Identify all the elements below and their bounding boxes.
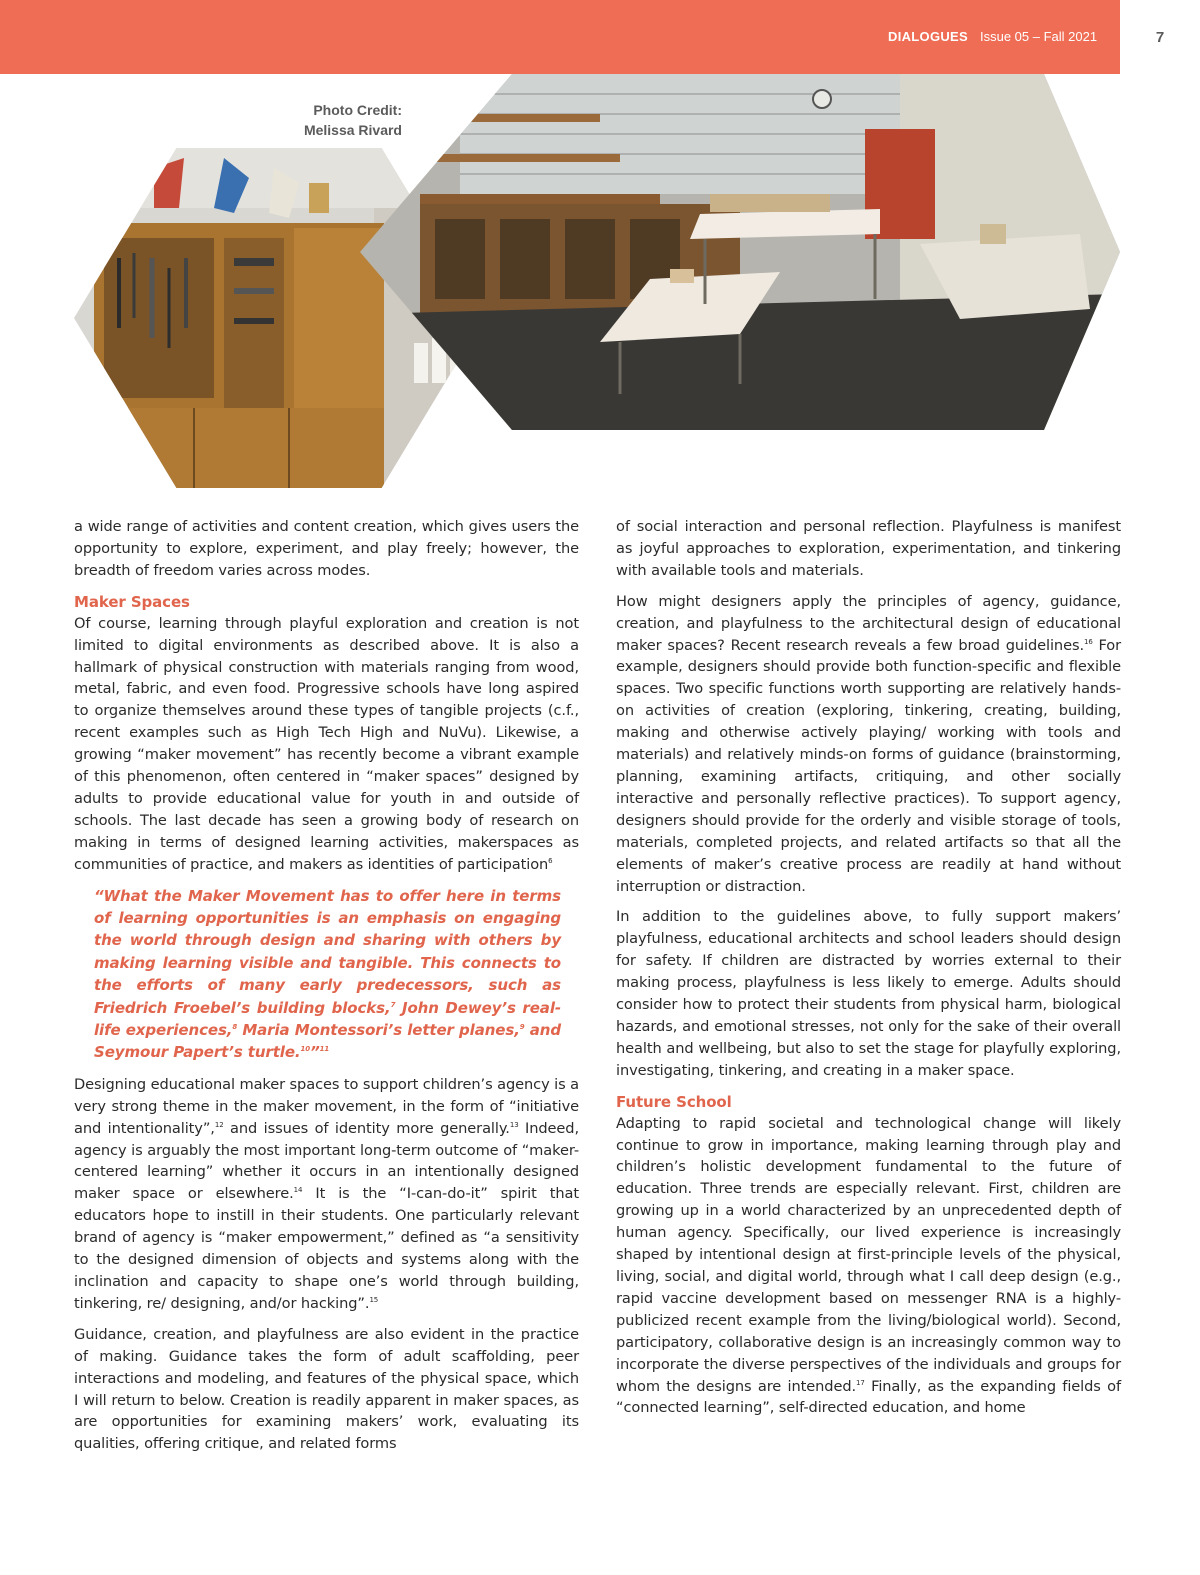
left-column xyxy=(74,516,579,1464)
maker-spaces-paragraph-3: Guidance, creation, and playfulness are also evident in the practice of making. Guidance takes the form of adult scaffolding, peer interactions and modeling, and features of the physical space, which I will return to below. Creation is readily apparent in maker spaces, as are opportunities for examining makers’ work, evaluating its qualities, offering critique, and related forms xyxy=(74,1325,579,1453)
footnote-ref-13: 13 xyxy=(509,1120,519,1129)
left-intro-paragraph: a wide range of activities and content creation, which gives users the opportunity to explore, experiment, and play freely; however, the breadth of freedom varies across modes. xyxy=(74,518,579,579)
photo-credit-name: Melissa Rivard xyxy=(303,122,402,138)
section-heading-future-school: Future School xyxy=(616,1092,732,1111)
section-heading-maker-spaces: Maker Spaces xyxy=(74,592,190,611)
photo-maker-space-room xyxy=(360,74,1120,430)
footnote-ref-10: 10 xyxy=(300,1045,311,1054)
magazine-name: DIALOGUES xyxy=(888,29,968,44)
running-header xyxy=(888,29,1097,44)
footnote-ref-16: 16 xyxy=(1084,637,1093,646)
right-column xyxy=(616,516,1121,1428)
issue-label: Issue 05 – Fall 2021 xyxy=(979,29,1098,44)
pull-quote: “What the Maker Movement has to offer here in terms of learning opportunities is an emphasis on engaging the world through design and sharing with others by making learning visible and tangible. This connects to the efforts of many early predecessors, such as Friedrich Froebel’s building blocks,$^7$ John Dewey’s real-life experiences,$^8$ Maria Montessori’s letter planes,$^9$ and Seymour Papert’s turtle.$^{10}$”$^{11}$ xyxy=(94,886,561,1062)
right-paragraph-2: How might designers apply the principles of agency, guidance, creation, and playfulness to the architectural design of educational maker spaces? Recent research reveals a few broad guidelines.$^{16}$ For example, designers should provide both function-specific and flexible spaces. Two specific functions worth supporting are relatively hands-on activities of creation (exploring, tinkering, creating, building, making and otherwise actively playing/ working with tools and materials) and relatively minds-on forms of guidance (brainstorming, planning, examining artifacts, critiquing, and other socially interactive and personally reflective practices). To support agency, designers should provide for the orderly and visible storage of tools, materials, completed projects, and related artifacts so that all the elements of maker’s creative process are readily at hand without interruption or distraction. xyxy=(616,592,1121,895)
footnote-ref-12: 12 xyxy=(214,1120,224,1129)
footnote-ref-9: 9 xyxy=(519,1023,525,1032)
page-number: 7 xyxy=(1155,29,1165,46)
footnote-ref-15: 15 xyxy=(369,1296,379,1305)
photo-credit-label: Photo Credit: xyxy=(313,102,402,118)
footnote-ref-14: 14 xyxy=(293,1186,303,1195)
footnote-ref-11: 11 xyxy=(319,1045,330,1054)
maker-spaces-paragraph-1: Of course, learning through playful exploration and creation is not limited to digital environments as described above. It is also a hallmark of physical construction with materials ranging from wood, metal, fabric, and even food. Progressive schools have long aspired to organize themselves around these types of tangible projects (c.f., recent examples such as High Tech High and NuVu). Likewise, a growing “maker movement” has recently become a vibrant example of this phenomenon, often centered in “maker spaces” designed by adults to provide educational value for youth in and outside of schools. The last decade has seen a growing body of research on making in terms of designed learning activities, makerspaces as communities of practice, and makers as identities of participation$^6$ xyxy=(74,614,579,873)
footnote-ref-6: 6 xyxy=(548,856,553,865)
photo-credit xyxy=(230,100,402,140)
right-paragraph-3: In addition to the guidelines above, to fully support makers’ playfulness, educational architects and school leaders should design for safety. If children are distracted by worries external to their making process, playfulness is less likely to emerge. Adults should consider how to protect their students from physical harm, biological hazards, and emotional stresses, not only for the sake of their overall health and wellbeing, but also to set the stage for playfully exploring, investigating, tinkering, and creating in a maker space. xyxy=(616,908,1121,1079)
future-school-paragraph: Adapting to rapid societal and technological change will likely continue to grow in importance, making learning through play and children’s holistic development fundamental to the future of education. Three trends are especially relevant. First, children are growing up in a world characterized by an unprecedented depth of human agency. Specifically, our lived experience is increasingly shaped by intentional design at first-principle levels of the physical, living, social, and digital world, through what I call deep design (e.g., rapid vaccine development based on messenger RNA is a highly-publicized recent example from the living/biological world). Second, participatory, collaborative design is an increasingly common way to incorporate the diverse perspectives of the individuals and groups for whom the designs are intended.$^{17}$ Finally, as the expanding fields of “connected learning”, self-directed education, and home xyxy=(616,1114,1122,1417)
footnote-ref-8: 8 xyxy=(232,1023,238,1032)
footnote-ref-7: 7 xyxy=(390,1000,396,1009)
maker-spaces-paragraph-2: Designing educational maker spaces to support children’s agency is a very strong theme in the maker movement, in the form of “initiative and intentionality”,$^{12}$ and issues of identity more generally.$^{13}$ Indeed, agency is arguably the most important long-term outcome of “maker-centered learning” whether it occurs in an intentionally designed maker space or elsewhere.$^{14}$ It is the “I-can-do-it” spirit that educators hope to instill in their students. One particularly relevant brand of agency is “maker empowerment,” defined as “a sensitivity to the designed dimension of objects and systems along with the inclination and capacity to shape one’s world through building, tinkering, re/ designing, and/or hacking”.$^{15}$ xyxy=(74,1075,579,1312)
footnote-ref-17: 17 xyxy=(856,1378,865,1387)
right-paragraph-1: of social interaction and personal reflection. Playfulness is manifest as joyful approaches to exploration, experimentation, and tinkering with available tools and materials. xyxy=(616,518,1121,579)
